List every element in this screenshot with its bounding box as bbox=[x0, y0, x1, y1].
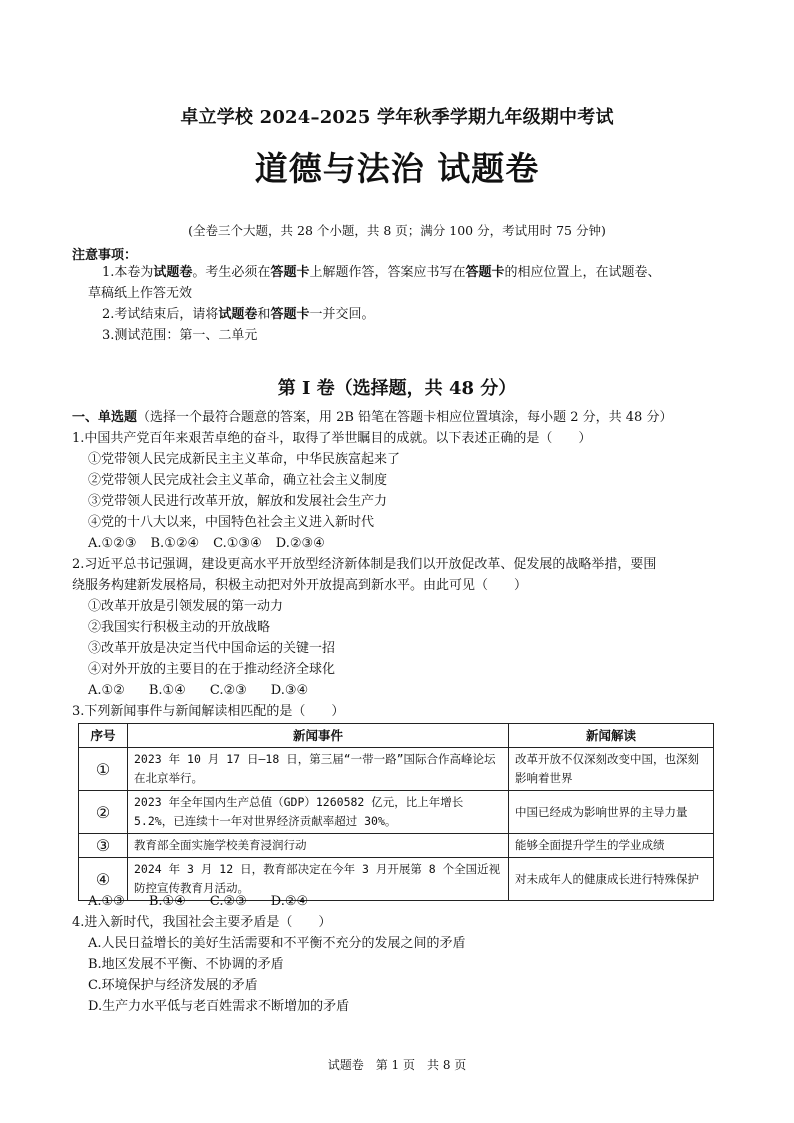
row-event: 教育部全面实施学校美育浸润行动 bbox=[128, 834, 509, 858]
option-b: B.①④ bbox=[148, 683, 186, 698]
row-interpretation: 能够全面提升学生的学业成绩 bbox=[509, 834, 714, 858]
row-index: ③ bbox=[79, 834, 128, 858]
option-a: A.①③ bbox=[88, 894, 125, 909]
notice-item-1-continued: 草稿纸上作答无效 bbox=[88, 286, 193, 301]
row-interpretation: 改革开放不仅深刻改变中国，也深刻影响着世界 bbox=[509, 748, 714, 791]
notice-item-1 bbox=[102, 264, 661, 282]
notice-text: 的相应位置上，在试题卷、 bbox=[504, 265, 661, 280]
table-row bbox=[79, 791, 714, 834]
notice-keyword: 答题卡 bbox=[465, 265, 505, 280]
question-1-stem: 1.中国共产党百年来艰苦卓绝的奋斗，取得了举世瞩目的成就。以下表述正确的是（ ） bbox=[72, 431, 592, 446]
question-2-stem: 2.习近平总书记强调，建设更高水平开放型经济新体制是我们以开放促改革、促发展的战略举措，要围 bbox=[72, 557, 657, 572]
row-event: 2024 年 3 月 12 日，教育部决定在今年 3 月开展第 8 个全国近视防控宣传教育月活动。 bbox=[128, 858, 509, 901]
row-event: 2023 年全年国内生产总值（GDP）1260582 亿元，比上年增长 5.2%，已连续十一年对世界经济贡献率超过 30%。 bbox=[128, 791, 509, 834]
question-4-option-c: C.环境保护与经济发展的矛盾 bbox=[88, 978, 258, 993]
option-c: C.②③ bbox=[209, 683, 247, 698]
question-2-stem-continued: 绕服务构建新发展格局，积极主动把对外开放提高到新水平。由此可见（ ） bbox=[72, 578, 528, 593]
option-d: D.②④ bbox=[270, 894, 309, 909]
section-heading-label: 一、单选题 bbox=[72, 410, 138, 425]
header-event: 新闻事件 bbox=[128, 724, 509, 748]
header-interpretation: 新闻解读 bbox=[509, 724, 714, 748]
row-interpretation: 对未成年人的健康成长进行特殊保护 bbox=[509, 858, 714, 901]
section-title: 第 I 卷（选择题，共 48 分） bbox=[277, 378, 517, 399]
question-1-item: ①党带领人民完成新民主主义革命，中华民族富起来了 bbox=[88, 452, 401, 467]
school-exam-title: 卓立学校 2024–2025 学年秋季学期九年级期中考试 bbox=[180, 107, 614, 128]
option-a: A.①② bbox=[88, 683, 125, 698]
row-index: ② bbox=[79, 791, 128, 834]
question-1-item: ②党带领人民完成社会主义革命，确立社会主义制度 bbox=[88, 473, 388, 488]
option-b: B.①④ bbox=[148, 894, 186, 909]
notice-text: 上解题作答，答案应书写在 bbox=[309, 265, 466, 280]
notice-text: 。考生必须在 bbox=[192, 265, 271, 280]
question-2-options bbox=[88, 682, 322, 700]
question-1-item: ④党的十八大以来，中国特色社会主义进入新时代 bbox=[88, 515, 375, 530]
header-index: 序号 bbox=[79, 724, 128, 748]
row-event: 2023 年 10 月 17 日—18 日，第三届“一带一路”国际合作高峰论坛在北京举行。 bbox=[128, 748, 509, 791]
question-2-item: ③改革开放是决定当代中国命运的关键一招 bbox=[88, 641, 336, 656]
option-c: C.②③ bbox=[209, 894, 247, 909]
page-footer: 试题卷 第 1 页 共 8 页 bbox=[327, 1058, 467, 1072]
notice-item-3: 3.测试范围：第一、二单元 bbox=[102, 328, 258, 343]
exam-meta: (全卷三个大题，共 28 个小题，共 8 页；满分 100 分，考试用时 75 分钟) bbox=[188, 223, 606, 238]
notice-text: 2.考试结束后，请将 bbox=[102, 307, 219, 322]
question-1-options bbox=[88, 535, 339, 553]
notice-text: 1.本卷为 bbox=[102, 265, 154, 280]
news-table bbox=[78, 723, 714, 901]
notice-keyword: 答题卡 bbox=[270, 307, 310, 322]
row-index: ① bbox=[79, 748, 128, 791]
row-index: ④ bbox=[79, 858, 128, 901]
table-header-row bbox=[79, 724, 714, 748]
question-2-item: ①改革开放是引领发展的第一动力 bbox=[88, 599, 284, 614]
option-d: D.②③④ bbox=[275, 536, 325, 551]
subject-title: 道德与法治 试题卷 bbox=[254, 149, 540, 188]
section-heading-instructions: （选择一个最符合题意的答案，用 2B 铅笔在答题卡相应位置填涂，每小题 2 分，共 48 分） bbox=[137, 410, 673, 425]
question-3-stem: 3.下列新闻事件与新闻解读相匹配的是（ ） bbox=[72, 704, 345, 719]
question-2-item: ④对外开放的主要目的在于推动经济全球化 bbox=[88, 662, 336, 677]
question-4-option-d: D.生产力水平低与老百姓需求不断增加的矛盾 bbox=[88, 999, 350, 1014]
row-interpretation: 中国已经成为影响世界的主导力量 bbox=[509, 791, 714, 834]
notice-keyword: 答题卡 bbox=[270, 265, 310, 280]
notice-keyword: 试题卷 bbox=[153, 265, 193, 280]
notice-text: 一并交回。 bbox=[309, 307, 375, 322]
question-4-option-a: A.人民日益增长的美好生活需要和不平衡不充分的发展之间的矛盾 bbox=[88, 936, 466, 951]
option-c: C.①③④ bbox=[213, 536, 262, 551]
question-4-stem: 4.进入新时代，我国社会主要矛盾是（ ） bbox=[72, 915, 332, 930]
question-1-item: ③党带领人民进行改革开放，解放和发展社会生产力 bbox=[88, 494, 388, 509]
notice-title: 注意事项： bbox=[72, 248, 138, 263]
notice-item-2 bbox=[102, 306, 374, 324]
table-row bbox=[79, 748, 714, 791]
option-d: D.③④ bbox=[270, 683, 309, 698]
section-heading bbox=[72, 409, 672, 427]
question-3-options bbox=[88, 893, 322, 911]
notice-text: 和 bbox=[257, 307, 271, 322]
option-a: A.①②③ bbox=[88, 536, 137, 551]
question-4-option-b: B.地区发展不平衡、不协调的矛盾 bbox=[88, 957, 284, 972]
question-2-item: ②我国实行积极主动的开放战略 bbox=[88, 620, 271, 635]
notice-keyword: 试题卷 bbox=[218, 307, 258, 322]
option-b: B.①②④ bbox=[150, 536, 200, 551]
table-row bbox=[79, 834, 714, 858]
